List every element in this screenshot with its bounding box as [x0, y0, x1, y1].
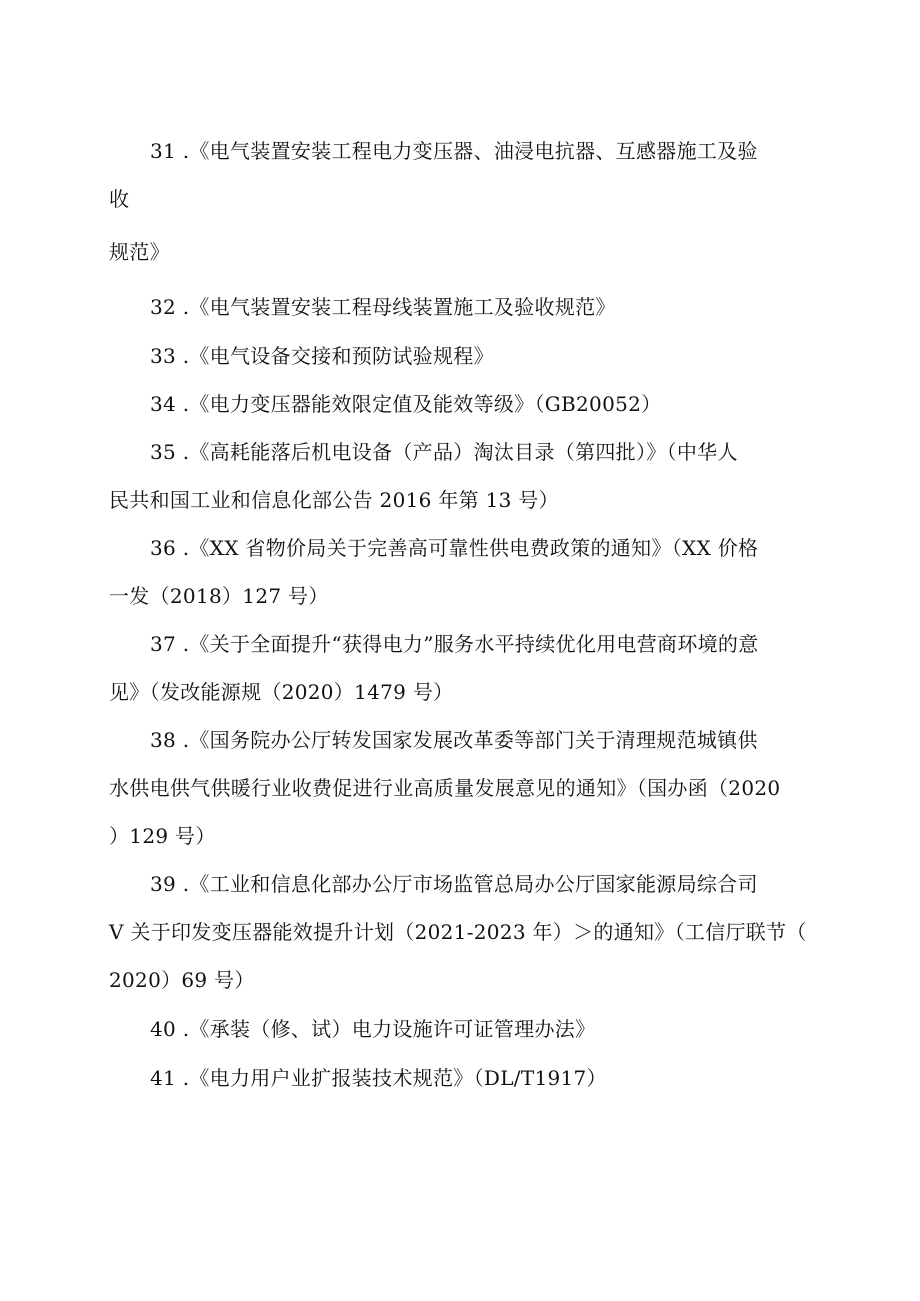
reference-item-33: 33 .《电气设备交接和预防试验规程》	[150, 344, 494, 368]
reference-item-35: 35 .《高耗能落后机电设备（产品）淘汰目录（第四批）》（中华人	[150, 440, 738, 464]
reference-item-41: 41 .《电力用户业扩报装技术规范》（DL/T1917）	[150, 1066, 607, 1090]
reference-item-39-cont: V 关于印发变压器能效提升计划（2021-2023 年）＞的通知》（工信厅联节（	[109, 920, 807, 944]
reference-item-31: 31 .《电气装置安装工程电力变压器、油浸电抗器、互感器施工及验	[150, 139, 758, 163]
reference-item-37-cont: 见》（发改能源规（2020）1479 号）	[109, 680, 454, 704]
reference-item-39-cont: 2020）69 号）	[109, 968, 255, 992]
reference-item-36-cont: 一发（2018）127 号）	[109, 584, 329, 608]
reference-item-39: 39 .《工业和信息化部办公厅市场监管总局办公厅国家能源局综合司	[150, 872, 758, 896]
reference-item-31-cont: 收	[109, 187, 130, 211]
reference-item-32: 32 .《电气装置安装工程母线装置施工及验收规范》	[150, 295, 616, 319]
reference-item-34: 34 .《电力变压器能效限定值及能效等级》（GB20052）	[150, 392, 662, 416]
reference-item-37: 37 .《关于全面提升“获得电力”服务水平持续优化用电营商环境的意	[150, 632, 759, 656]
reference-item-35-cont: 民共和国工业和信息化部公告 2016 年第 13 号）	[109, 488, 559, 512]
reference-item-38-cont: 水供电供气供暖行业收费促进行业高质量发展意见的通知》（国办函（2020	[109, 776, 781, 800]
reference-item-31-cont: 规范》	[109, 240, 170, 264]
reference-item-40: 40 .《承装（修、试）电力设施许可证管理办法》	[150, 1017, 596, 1041]
reference-item-38-cont: ）129 号）	[109, 824, 216, 848]
reference-item-38: 38 .《国务院办公厅转发国家发展改革委等部门关于清理规范城镇供	[150, 728, 758, 752]
reference-item-36: 36 .《XX 省物价局关于完善高可靠性供电费政策的通知》（XX 价格	[150, 536, 759, 560]
